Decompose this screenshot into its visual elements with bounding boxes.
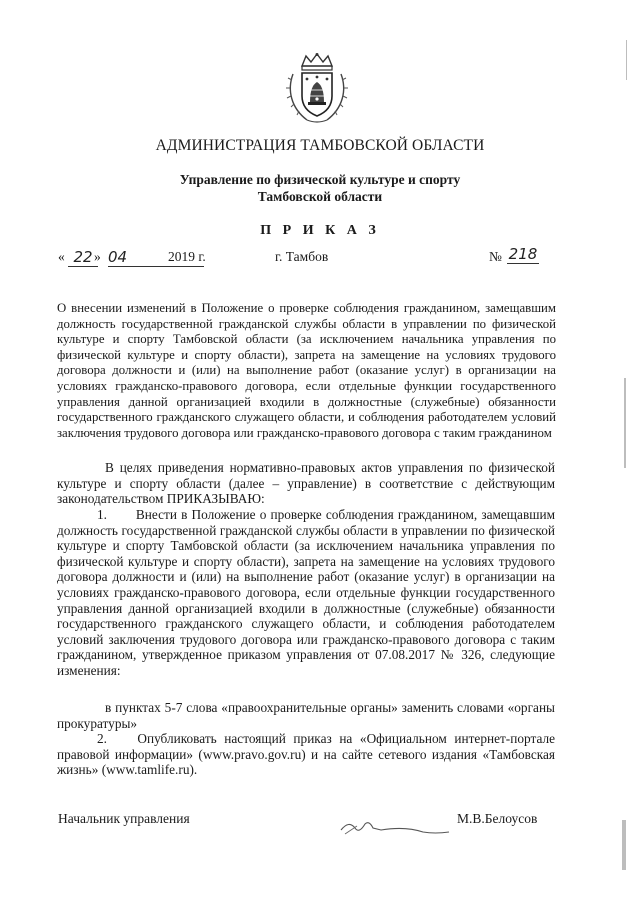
order-title: П Р И К А З: [260, 223, 380, 238]
scan-artifact: [624, 378, 626, 468]
date-open-quote: «: [58, 249, 65, 264]
date-day: 22: [68, 248, 98, 267]
organization-name: АДМИНИСТРАЦИЯ ТАМБОВСКОЙ ОБЛАСТИ: [155, 137, 485, 154]
order-city: г. Тамбов: [275, 249, 329, 264]
item-1-paragraph: 1. Внести в Положение о проверке соблюдения гражданином, замещавшим должность государственной гражданской службы области в управлении по физической культуре и спорту Тамбовской области (за исключением начальника управления по физической культуре и спорту области), запрета на замещение на условиях трудового договора должности и (или) на выполнение работ (оказание услуг) в организации на условиях гражданско-правового договора, если отдельные функции государственного управления данной организацией входили в должностные (служебные) обязанности государственного гражданского служащего области, и соблюдения работодателем условий заключения трудового договора или гражданско-правового договора с таким гражданином, утвержденное приказом управления от 07.08.2017 № 326, следующие изменения:: [57, 507, 555, 678]
date-month: 04: [108, 248, 204, 267]
department-line-2: Тамбовской области: [257, 189, 383, 204]
order-date-line: [58, 245, 578, 271]
signatory-name: М.В.Белоусов: [457, 811, 538, 826]
scan-artifact: [626, 40, 627, 80]
order-number-prefix: №: [489, 249, 502, 264]
date-year: 2019 г.: [168, 249, 206, 264]
item-1-change-paragraph: в пунктах 5-7 слова «правоохранительные органы» заменить словами «органы прокуратуры»: [57, 700, 555, 731]
date-close-quote: »: [94, 249, 101, 264]
signatory-role: Начальник управления: [58, 811, 190, 826]
preamble-paragraph: В целях приведения нормативно-правовых актов управления по физической культуре и спорту области (далее – управление) в соответствие с действующим законодательством ПРИКАЗЫВАЮ:: [57, 460, 555, 507]
item-2-paragraph: 2. Опубликовать настоящий приказ на «Официальном интернет-портале правовой информации» (www.pravo.gov.ru) и на сайте сетевого издания «Тамбовская жизнь» (www.tamlife.ru).: [57, 731, 555, 778]
department-line-1: Управление по физической культуре и спорту: [179, 172, 461, 187]
handwritten-signature-icon: [335, 812, 455, 842]
scan-artifact: [622, 820, 626, 870]
tambov-coat-of-arms-icon: [285, 52, 349, 126]
department-name: [0, 171, 640, 205]
order-number: 218: [508, 245, 538, 263]
order-subject: О внесении изменений в Положение о проверке соблюдения гражданином, замещавшим должность государственной гражданской службы области в управлении по физической культуре и спорту Тамбовской области (за исключением начальника управления по физической культуре и спорту области), запрета на замещение на условиях трудового договора должности и (или) на выполнение работ (оказание услуг) в организации на условиях гражданско-правового договора, если отдельные функции государственного управления данной организацией входили в должностные (служебные) обязанности государственного гражданского служащего области, и соблюдения работодателем условий заключения трудового договора или гражданско-правового договора с таким гражданином: [57, 301, 556, 440]
